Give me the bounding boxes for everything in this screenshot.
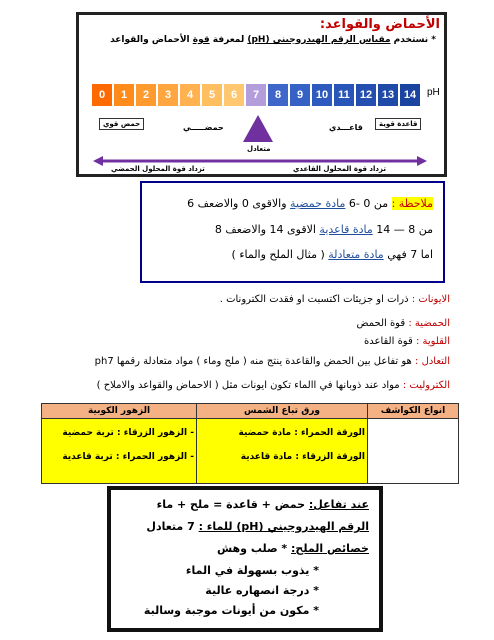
note-label: ملاحظة :: [391, 197, 433, 210]
properties-term: خصائص الملح:: [291, 542, 369, 555]
ph-cell: 12: [355, 83, 377, 107]
salt-properties-line: [217, 542, 369, 555]
ph-scale-bar: [91, 83, 421, 107]
text-neutralization: هو تفاعل بين الحمض والقاعدة ينتج منه ( ملح وماء ) مواد متعادلة رقمها ph7: [94, 356, 412, 367]
note-line-acid: [187, 197, 433, 210]
text-acidity: قوة الحمض: [356, 318, 406, 329]
neutral-marker-icon: [243, 115, 273, 142]
property-1: * صلب وهش: [216, 542, 288, 555]
ph-cell: 5: [201, 83, 223, 107]
base-label: قاعـــدي: [329, 123, 363, 132]
text-electrolyte: مواد عند ذوبانها في االماء تكون ايونات مثل ( الاحماض والقواعد والاملاح ): [96, 380, 400, 391]
ph-cell: 14: [399, 83, 421, 107]
ph-description: [110, 35, 436, 45]
definition-electrolyte: [97, 380, 450, 391]
acid-direction-label: تزداد قوة المحلول الحمضي: [111, 165, 205, 173]
neutral-label: متعادل: [247, 145, 271, 153]
property-4: * مكون من أيونات موجبة وسالبة: [143, 604, 319, 617]
definition-neutralization: [95, 356, 450, 367]
property-2: * يذوب بسهولة في الماء: [185, 564, 319, 577]
flowers-cell: [42, 419, 197, 484]
table-row: [42, 419, 459, 484]
note-acid-detail: والاقوى 0 والاضعف 6: [187, 197, 287, 210]
note-neutral-range: اما 7 فهي: [387, 248, 433, 261]
flowers-red: - الزهور الحمراء : تربة قاعدية: [62, 452, 194, 462]
ph-cell: 13: [377, 83, 399, 107]
header-indicator-types: انواع الكواشف: [368, 404, 459, 419]
litmus-red: الورقة الحمراء : مادة حمضية: [238, 428, 365, 438]
term-electrolyte: الكتروليت :: [402, 380, 450, 391]
reaction-text: حمض + قاعدة = ملح + ماء: [156, 498, 306, 511]
litmus-blue: الورقة الزرقاء : مادة قاعدية: [240, 452, 365, 462]
definition-ions: [220, 294, 450, 305]
flowers-blue: - الزهور الزرقاء : تربة حمضية: [62, 428, 194, 438]
note-box: [140, 181, 445, 283]
indicator-types-cell: [368, 419, 459, 484]
base-link[interactable]: مادة قاعدية: [319, 223, 373, 236]
term-acidity: الحمضية :: [408, 318, 450, 329]
acid-label: حمضـــــي: [183, 123, 224, 132]
note-acid-range: من 0 -6: [348, 197, 389, 210]
text-alkalinity: قوة القاعدة: [364, 336, 413, 347]
desc-suffix: الأحماض والقواعد: [110, 35, 190, 45]
acid-link[interactable]: مادة حمضية: [290, 197, 346, 210]
water-ph-term: الرقم الهيدروجيني (pH) للماء :: [198, 520, 369, 533]
ph-cell: 9: [289, 83, 311, 107]
ph-unit-label: pH: [427, 87, 440, 98]
reaction-term: عند تفاعل:: [308, 498, 369, 511]
indicators-table: [41, 403, 459, 484]
term-neutralization: التعادل :: [415, 356, 450, 367]
desc-meter: مقياس الرقم الهيدروجيني (pH): [247, 35, 391, 45]
note-line-base: [215, 223, 433, 236]
header-flowers: الزهور الكوبية: [42, 404, 197, 419]
table-header-row: [42, 404, 459, 419]
ph-cell: 0: [91, 83, 113, 107]
note-base-range: من 8 — 14: [376, 223, 433, 236]
note-base-detail: الاقوى 14 والاضعف 8: [214, 223, 316, 236]
term-alkalinity: القلوية :: [415, 336, 450, 347]
strong-base-label: قاعدة قوية: [375, 118, 421, 130]
ph-cell: 2: [135, 83, 157, 107]
ph-cell: 3: [157, 83, 179, 107]
desc-middle: لمعرفة: [212, 35, 245, 45]
note-neutral-detail: ( مثال الملح والماء ): [231, 248, 325, 261]
definition-acidity: [356, 318, 450, 329]
ph-cell: 4: [179, 83, 201, 107]
note-line-neutral: [232, 248, 433, 261]
ph-cell: 1: [113, 83, 135, 107]
ph-scale-box: [76, 12, 447, 177]
litmus-cell: [197, 419, 368, 484]
base-direction-label: تزداد قوة المحلول القاعدي: [293, 165, 387, 173]
neutral-link[interactable]: مادة متعادلة: [328, 248, 384, 261]
salt-box: [107, 486, 383, 632]
ph-cell: 11: [333, 83, 355, 107]
ph-cell: 8: [267, 83, 289, 107]
strong-acid-label: حمض قوي: [99, 118, 144, 130]
desc-strength: قوة: [192, 35, 210, 45]
ph-cell: 6: [223, 83, 245, 107]
definition-alkalinity: [364, 336, 450, 347]
water-ph-line: [146, 520, 369, 533]
header-litmus: ورق تباع الشمس: [197, 404, 368, 419]
text-ions: ذرات او جزيئات اكتسبت او فقدت الكترونات .: [219, 294, 409, 305]
water-ph-text: 7 متعادل: [146, 520, 195, 533]
desc-prefix: * نستخدم: [393, 35, 436, 45]
property-3: * درجة انصهاره عالية: [205, 584, 319, 597]
term-ions: الايونات :: [411, 294, 450, 305]
section-title: الأحماض والقواعد:: [319, 17, 440, 32]
reaction-line: [157, 498, 369, 511]
ph-cell: 10: [311, 83, 333, 107]
ph-cell: 7: [245, 83, 267, 107]
